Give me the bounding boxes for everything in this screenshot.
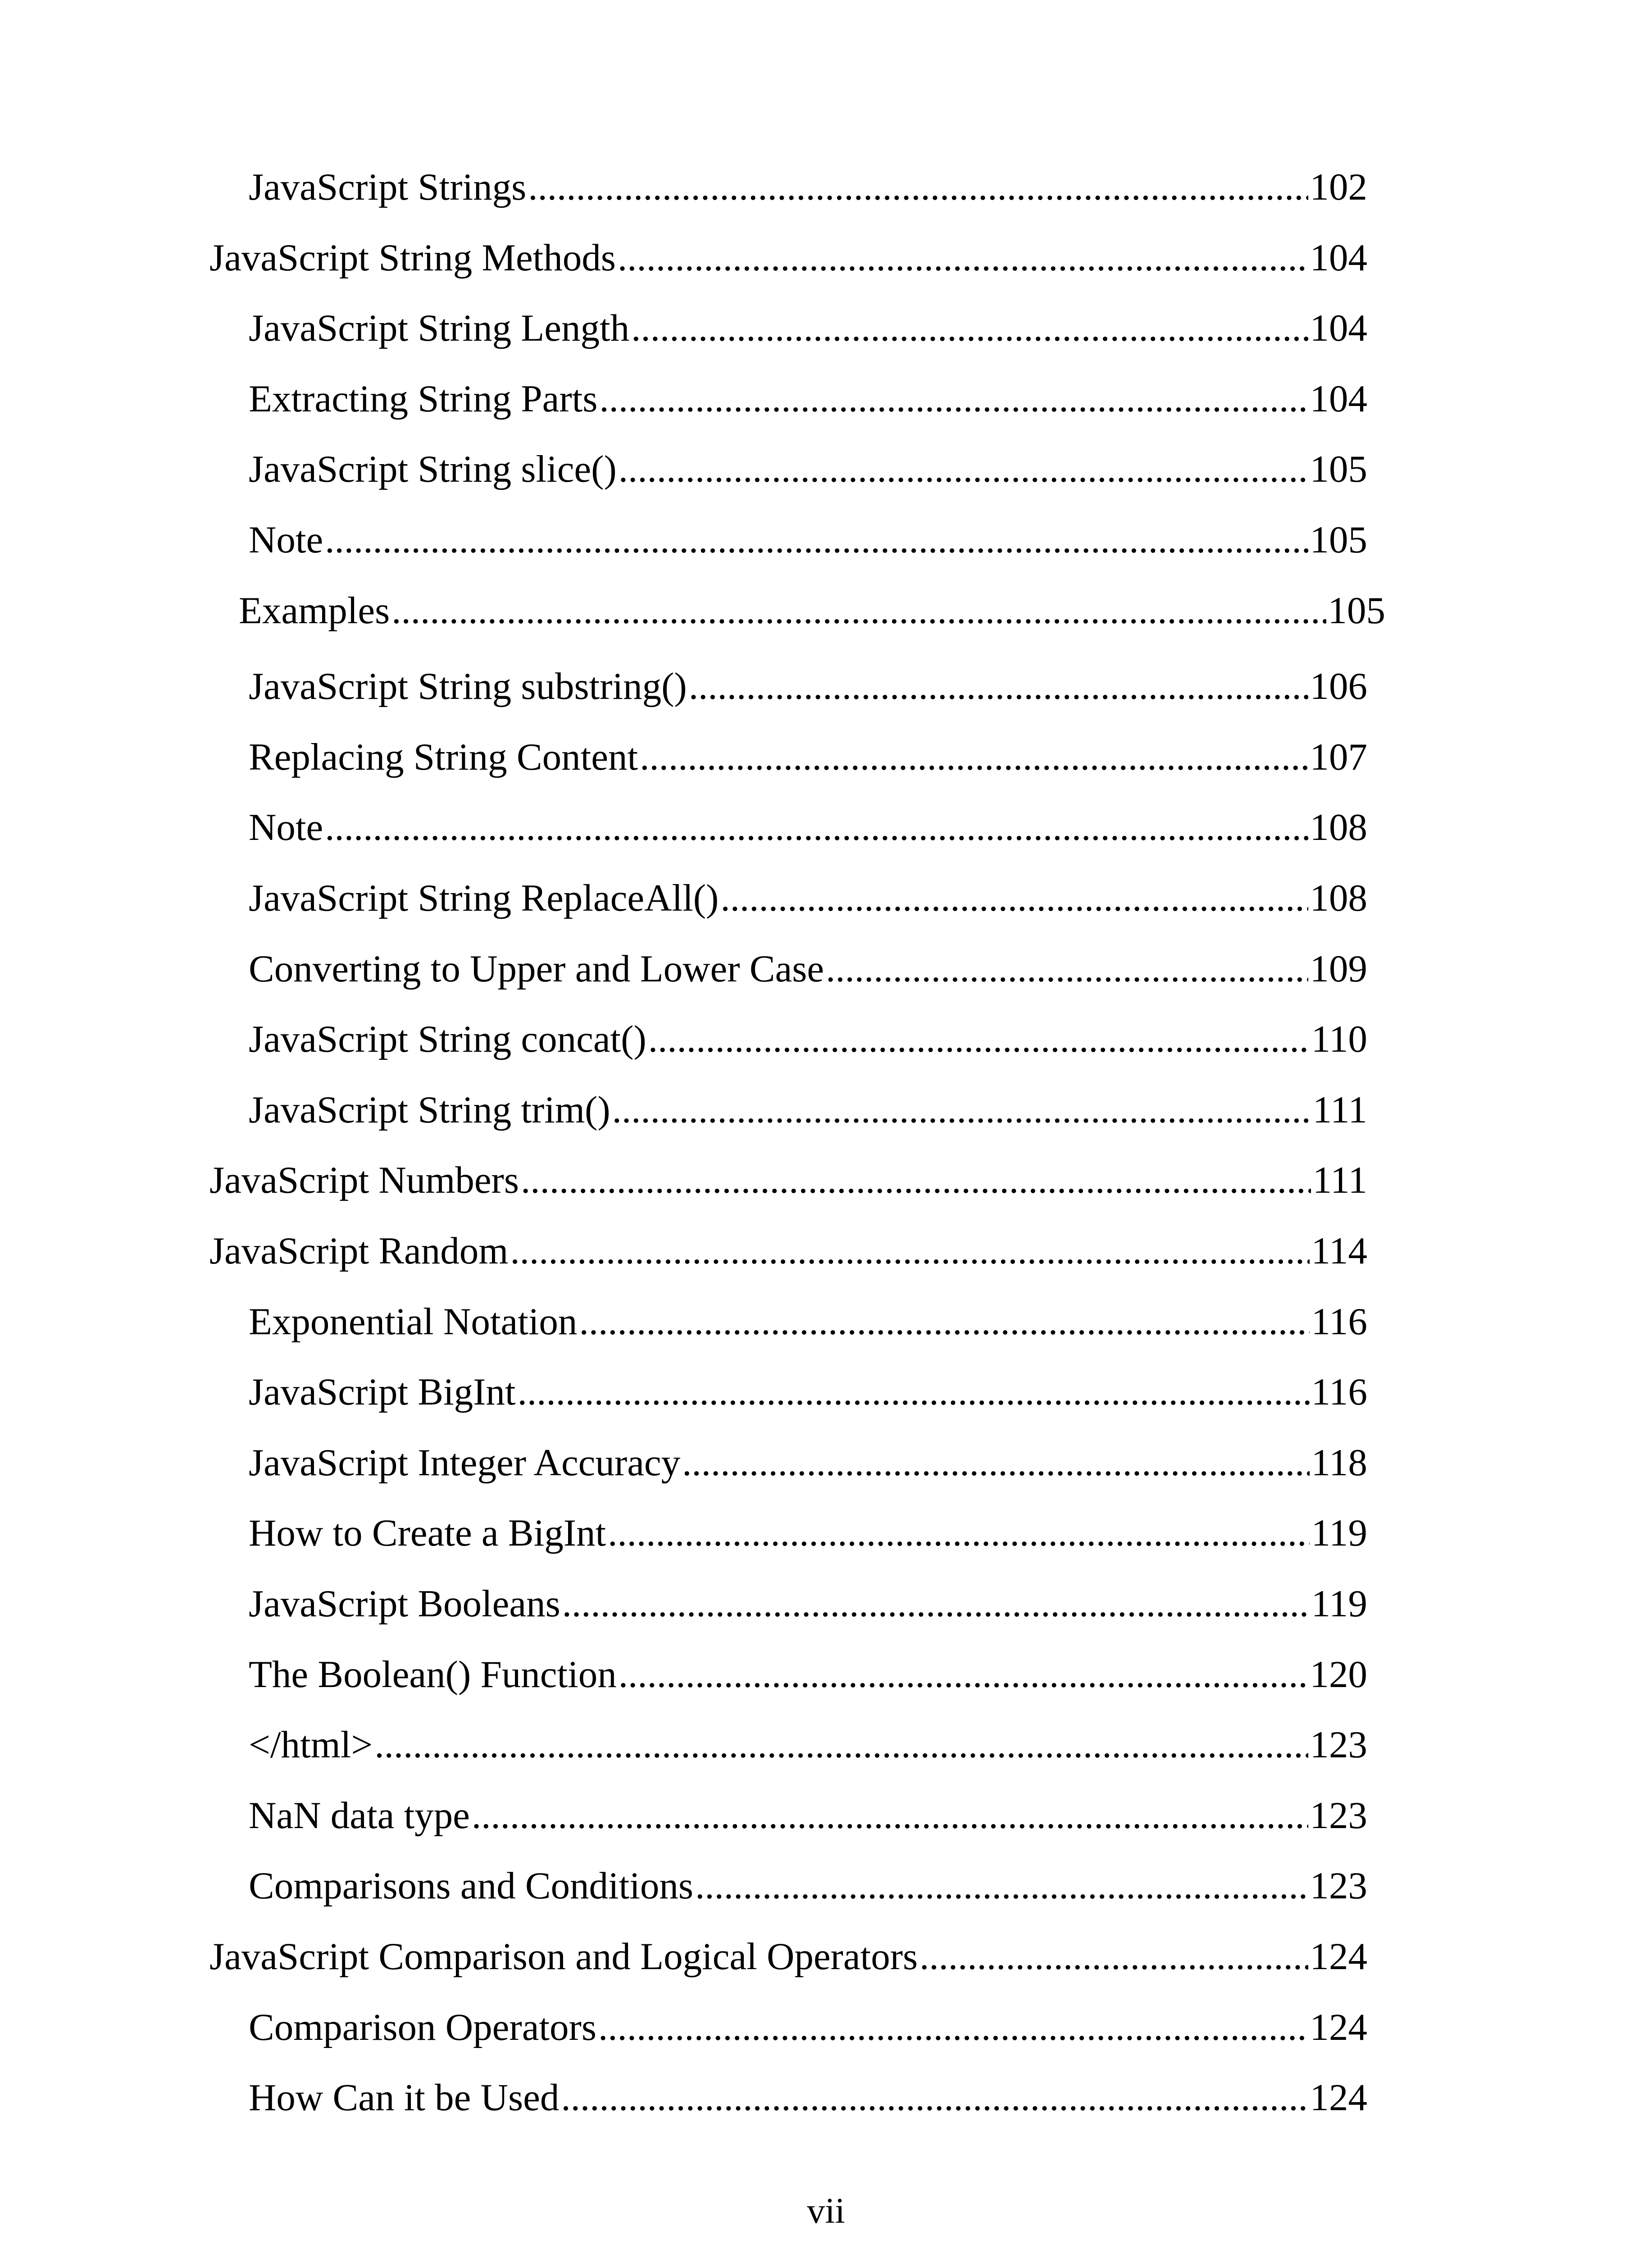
dot-leader <box>599 372 1308 426</box>
dot-leader <box>619 442 1308 496</box>
toc-entry-page: 108 <box>1310 806 1367 849</box>
dot-leader <box>521 1153 1311 1207</box>
toc-entry[interactable] <box>249 1365 1367 1419</box>
toc-entry-title: JavaScript Comparison and Logical Operators <box>209 1935 918 1978</box>
toc-entry[interactable] <box>249 372 1367 426</box>
toc-entry-page: 104 <box>1310 377 1367 420</box>
toc-entry[interactable] <box>249 301 1367 355</box>
toc-entry-page: 108 <box>1310 877 1367 919</box>
toc-entry[interactable] <box>209 1224 1367 1278</box>
toc-entry-title: Replacing String Content <box>249 735 638 778</box>
toc-entry[interactable] <box>249 1788 1367 1843</box>
toc-entry-title: JavaScript BigInt <box>249 1371 516 1414</box>
toc-entry-page: 123 <box>1310 1724 1367 1766</box>
dot-leader <box>919 1929 1308 1984</box>
toc-entry-title: Note <box>249 519 323 561</box>
toc-entry-title: The Boolean() Function <box>249 1653 617 1696</box>
toc-entry-title: JavaScript String slice() <box>249 448 617 491</box>
toc-entry-page: 109 <box>1310 947 1367 990</box>
dot-leader <box>826 942 1308 996</box>
dot-leader <box>695 1859 1308 1913</box>
toc-entry[interactable] <box>249 871 1367 925</box>
dot-leader <box>631 301 1308 355</box>
toc-entry-page: 120 <box>1310 1653 1367 1696</box>
toc-entry-title: </html> <box>249 1724 373 1766</box>
toc-entry[interactable] <box>249 659 1367 713</box>
toc-entry-title: Comparison Operators <box>249 2006 596 2048</box>
toc-entry-page: 123 <box>1310 1794 1367 1837</box>
toc-entry[interactable] <box>249 1506 1367 1560</box>
toc-entry-page: 102 <box>1310 166 1367 208</box>
toc-entry-page: 105 <box>1310 519 1367 561</box>
toc-entry-page: 104 <box>1310 307 1367 350</box>
toc-entry-page: 116 <box>1311 1371 1367 1414</box>
toc-entry-page: 111 <box>1312 1159 1367 1202</box>
toc-entry[interactable] <box>249 1859 1367 1913</box>
toc-entry-page: 116 <box>1311 1300 1367 1343</box>
dot-leader <box>612 1083 1311 1137</box>
toc-entry[interactable] <box>249 800 1367 854</box>
dot-leader <box>618 231 1308 285</box>
toc-entry[interactable] <box>249 1718 1367 1772</box>
toc-entry-page: 118 <box>1311 1441 1367 1484</box>
toc-entry[interactable] <box>249 2071 1367 2125</box>
toc-entry-page: 111 <box>1312 1088 1367 1131</box>
dot-leader <box>648 1012 1310 1066</box>
toc-entry-page: 124 <box>1310 2006 1367 2048</box>
toc-entry-title: JavaScript String Methods <box>209 236 616 279</box>
toc-entry-title: JavaScript String ReplaceAll() <box>249 877 719 919</box>
toc-entry-title: How Can it be Used <box>249 2076 560 2119</box>
dot-leader <box>561 2071 1308 2125</box>
toc-entry[interactable] <box>249 1295 1367 1349</box>
dot-leader <box>518 1365 1310 1419</box>
toc-entry-title: JavaScript String substring() <box>249 665 687 708</box>
toc-entry-title: JavaScript Strings <box>249 166 527 208</box>
dot-leader <box>689 659 1308 713</box>
toc-entry-title: JavaScript String trim() <box>249 1088 610 1131</box>
toc-entry-title: JavaScript Integer Accuracy <box>249 1441 681 1484</box>
dot-leader <box>619 1647 1308 1701</box>
dot-leader <box>640 730 1308 784</box>
toc-entry-page: 105 <box>1328 589 1385 632</box>
toc-entry[interactable] <box>209 1929 1367 1984</box>
dot-leader <box>720 871 1308 925</box>
dot-leader <box>374 1718 1308 1772</box>
toc-entry[interactable] <box>249 442 1367 496</box>
toc-entry-title: JavaScript Booleans <box>249 1583 560 1625</box>
dot-leader <box>325 800 1308 854</box>
toc-entry-title: JavaScript String concat() <box>249 1018 646 1061</box>
toc-entry-page: 105 <box>1310 448 1367 491</box>
toc-entry[interactable] <box>249 160 1367 214</box>
toc-entry[interactable] <box>209 231 1367 285</box>
dot-leader <box>510 1224 1309 1278</box>
dot-leader <box>528 160 1308 214</box>
toc-entry-title: JavaScript Random <box>209 1230 509 1272</box>
toc-entry[interactable] <box>249 1083 1367 1137</box>
toc-entry-title: JavaScript Numbers <box>209 1159 519 1202</box>
page-number: vii <box>807 2191 845 2231</box>
toc-entry-page: 123 <box>1310 1865 1367 1907</box>
toc-entry[interactable] <box>249 730 1367 784</box>
toc-entry[interactable] <box>239 584 1385 638</box>
toc-entry[interactable] <box>209 1153 1367 1207</box>
toc-entry-page: 107 <box>1310 735 1367 778</box>
toc-entry-title: NaN data type <box>249 1794 470 1837</box>
toc-entry-page: 124 <box>1310 1935 1367 1978</box>
toc-entry[interactable] <box>249 942 1367 996</box>
dot-leader <box>391 584 1326 638</box>
toc-entry-title: JavaScript String Length <box>249 307 630 350</box>
toc-entry[interactable] <box>249 1577 1367 1631</box>
toc-entry-page: 104 <box>1310 236 1367 279</box>
dot-leader <box>598 2000 1308 2054</box>
dot-leader <box>562 1577 1310 1631</box>
toc-entry-title: Converting to Upper and Lower Case <box>249 947 824 990</box>
toc-entry-page: 110 <box>1311 1018 1367 1061</box>
toc-entry[interactable] <box>249 1436 1367 1490</box>
dot-leader <box>472 1788 1308 1843</box>
toc-entry-title: How to Create a BigInt <box>249 1512 606 1555</box>
toc-entry-title: Examples <box>239 589 390 632</box>
dot-leader <box>579 1295 1309 1349</box>
toc-entry-page: 119 <box>1311 1512 1367 1555</box>
toc-entry-title: Note <box>249 806 323 849</box>
toc-entry-page: 124 <box>1310 2076 1367 2119</box>
toc-entry[interactable] <box>249 1012 1367 1066</box>
toc-entry-page: 119 <box>1311 1583 1367 1625</box>
toc-entry[interactable] <box>249 2000 1367 2054</box>
dot-leader <box>608 1506 1310 1560</box>
toc-entry[interactable] <box>249 513 1367 567</box>
toc-entry-page: 114 <box>1311 1230 1367 1272</box>
toc-entry[interactable] <box>249 1647 1367 1701</box>
toc-entry-title: Extracting String Parts <box>249 377 598 420</box>
toc-entry-title: Exponential Notation <box>249 1300 578 1343</box>
dot-leader <box>682 1436 1309 1490</box>
toc-entry-page: 106 <box>1310 665 1367 708</box>
toc-entry-title: Comparisons and Conditions <box>249 1865 693 1907</box>
dot-leader <box>325 513 1308 567</box>
